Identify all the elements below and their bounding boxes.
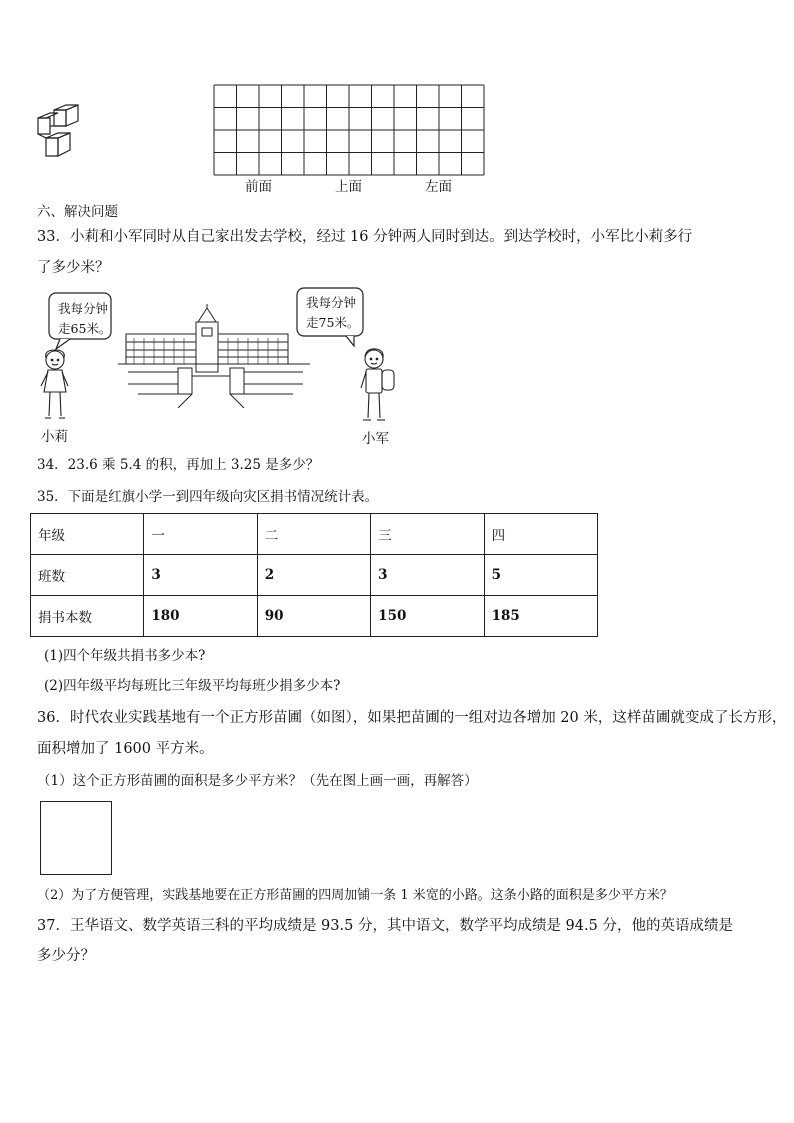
bubble-right-line2: 走75米。	[306, 315, 360, 330]
q37-text-line1: 37．王华语文、数学英语三科的平均成绩是 93.5 分，其中语文，数学平均成绩是 94.5 分，他的英语成绩是	[37, 918, 733, 934]
q35-sub1: (1)四个年级共捐书多少本?	[44, 648, 206, 664]
label-front-view: 前面	[245, 179, 272, 195]
table-row	[31, 555, 598, 596]
label-top-view: 上面	[335, 179, 362, 195]
table-cell: 2	[257, 555, 370, 596]
table-cell: 二	[257, 514, 370, 555]
boy-name: 小军	[362, 431, 389, 447]
table-cell: 一	[144, 514, 257, 555]
q35-intro: 35．下面是红旗小学一到四年级向灾区捐书情况统计表。	[37, 489, 379, 505]
q36-sub2: （2）为了方便管理，实践基地要在正方形苗圃的四周加铺一条 1 米宽的小路。这条小路的面积是多少平方米？	[37, 888, 673, 903]
q33-text-line1: 33．小莉和小军同时从自己家出发去学校，经过 16 分钟两人同时到达。到达学校时，小军比小莉多行	[37, 229, 693, 245]
boy-figure	[356, 346, 400, 430]
table-cell: 185	[484, 596, 597, 637]
table-cell: 5	[484, 555, 597, 596]
table-cell: 捐书本数	[31, 596, 144, 637]
section-heading: 六、解决问题	[37, 204, 118, 220]
q37-text-line2: 多少分？	[37, 948, 95, 964]
q34-text: 34．23.6 乘 5.4 的积，再加上 3.25 是多少？	[37, 457, 320, 473]
q36-text-line1: 36．时代农业实践基地有一个正方形苗圃（如图），如果把苗圃的一组对边各增加 20 米，这样苗圃就变成了长方形，	[37, 710, 787, 726]
table-cell: 150	[371, 596, 484, 637]
bubble-left-line2: 走65米。	[58, 321, 112, 336]
table-row	[31, 514, 598, 555]
q36-sub1: （1）这个正方形苗圃的面积是多少平方米？（先在图上画一画，再解答）	[37, 773, 478, 789]
table-cell: 180	[144, 596, 257, 637]
bubble-right-line1: 我每分钟	[306, 295, 357, 310]
girl-figure	[36, 348, 74, 428]
school-building-illustration	[118, 304, 310, 408]
q36-text-line2: 面积增加了 1600 平方米。	[37, 741, 214, 757]
table-cell: 90	[257, 596, 370, 637]
table-cell: 四	[484, 514, 597, 555]
bubble-left-line1: 我每分钟	[58, 301, 109, 316]
donation-stats-table	[30, 513, 598, 637]
square-nursery-figure	[40, 801, 112, 875]
q35-sub2: (2)四年级平均每班比三年级平均每班少捐多少本?	[44, 678, 341, 694]
table-cell: 三	[371, 514, 484, 555]
q33-text-line2: 了多少米？	[37, 260, 110, 276]
cube-stack-figure	[36, 104, 82, 162]
table-cell: 年级	[31, 514, 144, 555]
label-left-view: 左面	[425, 179, 452, 195]
table-cell: 班数	[31, 555, 144, 596]
girl-name: 小莉	[41, 429, 68, 445]
table-row	[31, 596, 598, 637]
table-cell: 3	[371, 555, 484, 596]
table-cell: 3	[144, 555, 257, 596]
view-drawing-grid	[213, 84, 485, 176]
